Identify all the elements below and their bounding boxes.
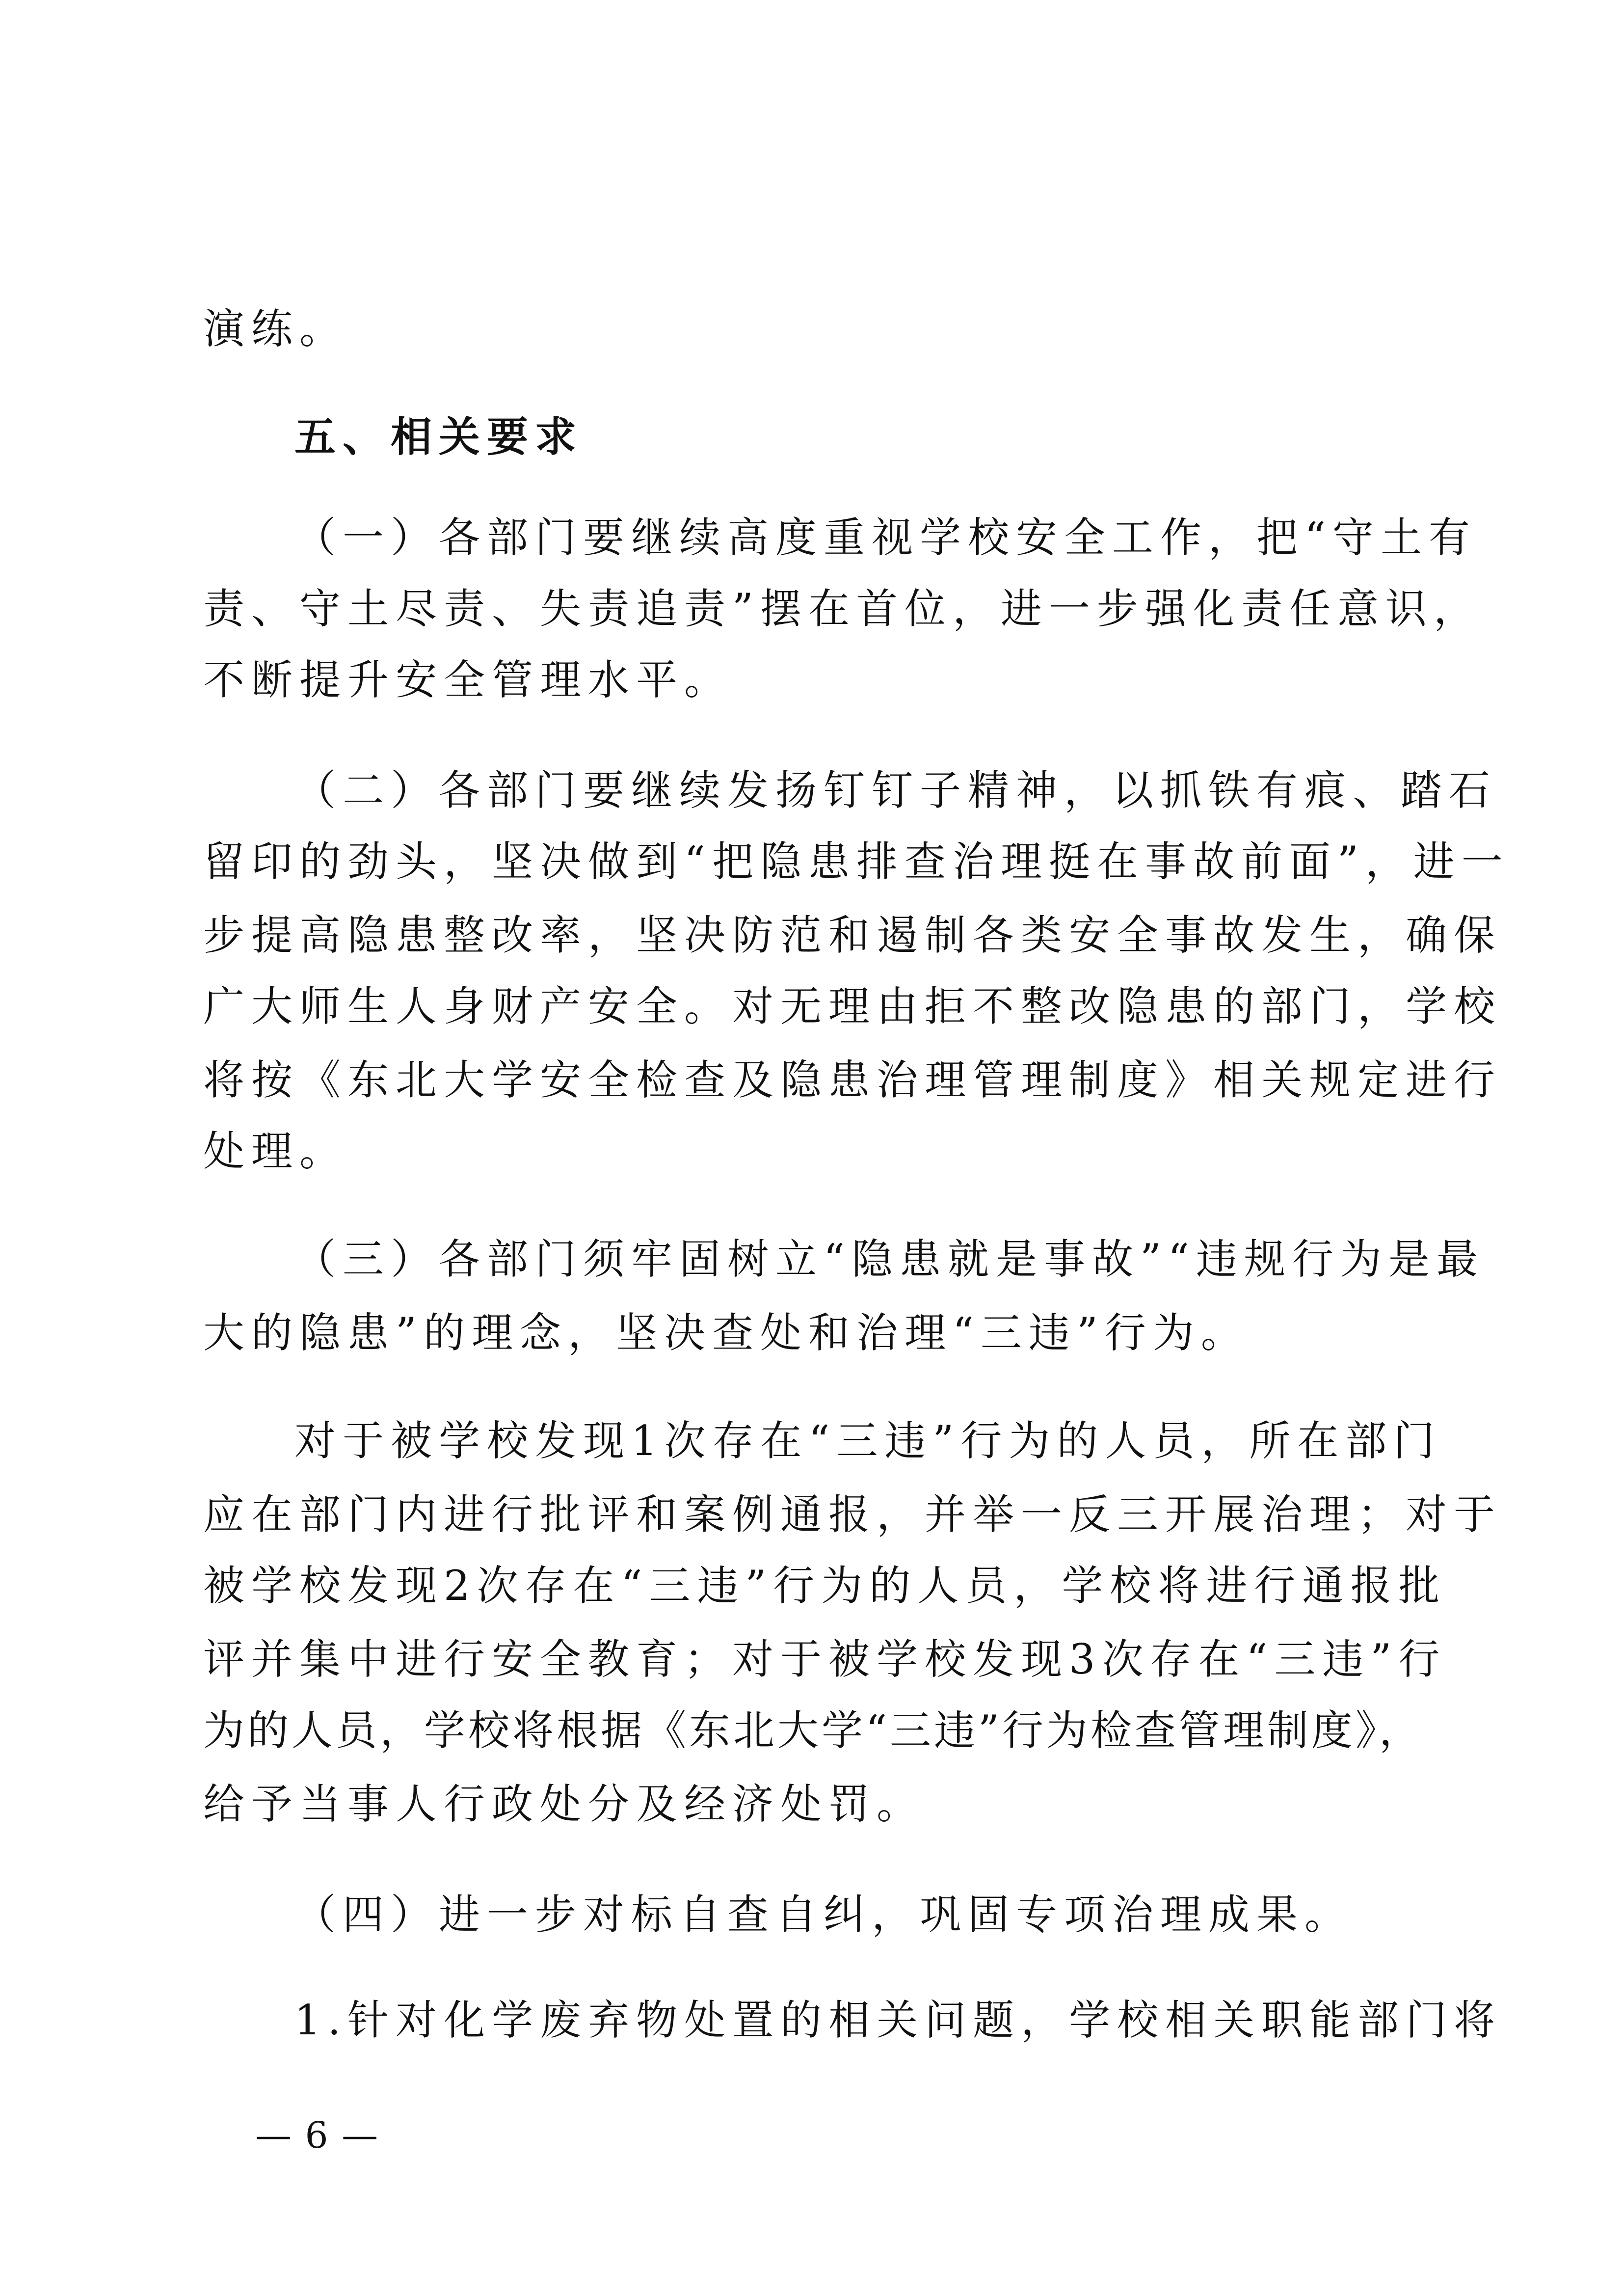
paragraph-line: 步提高隐患整改率，坚决防范和遏制各类安全事故发生，确保: [203, 911, 1502, 959]
paragraph-line: 将按《东北大学安全检查及隐患治理管理制度》相关规定进行: [203, 1056, 1502, 1104]
paragraph-line: 给予当事人行政处分及经济处罚。: [203, 1780, 925, 1828]
paragraph-line: 应在部门内进行批评和案例通报，并举一反三开展治理；对于: [203, 1490, 1502, 1539]
paragraph-line: 对于被学校发现1次存在“三违”行为的人员，所在部门: [294, 1417, 1442, 1465]
paragraph-line: 1.针对化学废弃物处置的相关问题，学校相关职能部门将: [294, 1996, 1502, 2044]
paragraph-line: （二）各部门要继续发扬钉钉子精神，以抓铁有痕、踏石: [294, 766, 1497, 814]
page-number: — 6 —: [255, 2114, 379, 2157]
paragraph-line: 处理。: [203, 1127, 348, 1175]
paragraph-line: 演练。: [203, 305, 348, 353]
paragraph-line: （四）进一步对标自查自纠，巩固专项治理成果。: [294, 1891, 1353, 1939]
paragraph-line: 评并集中进行安全教育；对于被学校发现3次存在“三违”行: [203, 1635, 1447, 1683]
paragraph-line: 大的隐患”的理念，坚决查处和治理“三违”行为。: [203, 1309, 1249, 1357]
paragraph-line: 被学校发现2次存在“三违”行为的人员，学校将进行通报批: [203, 1562, 1447, 1610]
section-heading: 五、相关要求: [294, 413, 584, 461]
paragraph-line: （一）各部门要继续高度重视学校安全工作，把“守土有: [294, 513, 1477, 562]
paragraph-line: 为的人员，学校将根据《东北大学“三违”行为检查管理制度》，: [203, 1706, 1423, 1755]
paragraph-line: 广大师生人身财产安全。对无理由拒不整改隐患的部门，学校: [203, 982, 1502, 1030]
paragraph-line: 不断提升安全管理水平。: [203, 656, 733, 704]
paragraph-line: 责、守土尽责、失责追责”摆在首位，进一步强化责任意识，: [203, 585, 1482, 633]
paragraph-line: （三）各部门须牢固树立“隐患就是事故”“违规行为是最: [294, 1235, 1485, 1283]
paragraph-line: 留印的劲头，坚决做到“把隐患排查治理挺在事故前面”，进一: [203, 837, 1510, 886]
